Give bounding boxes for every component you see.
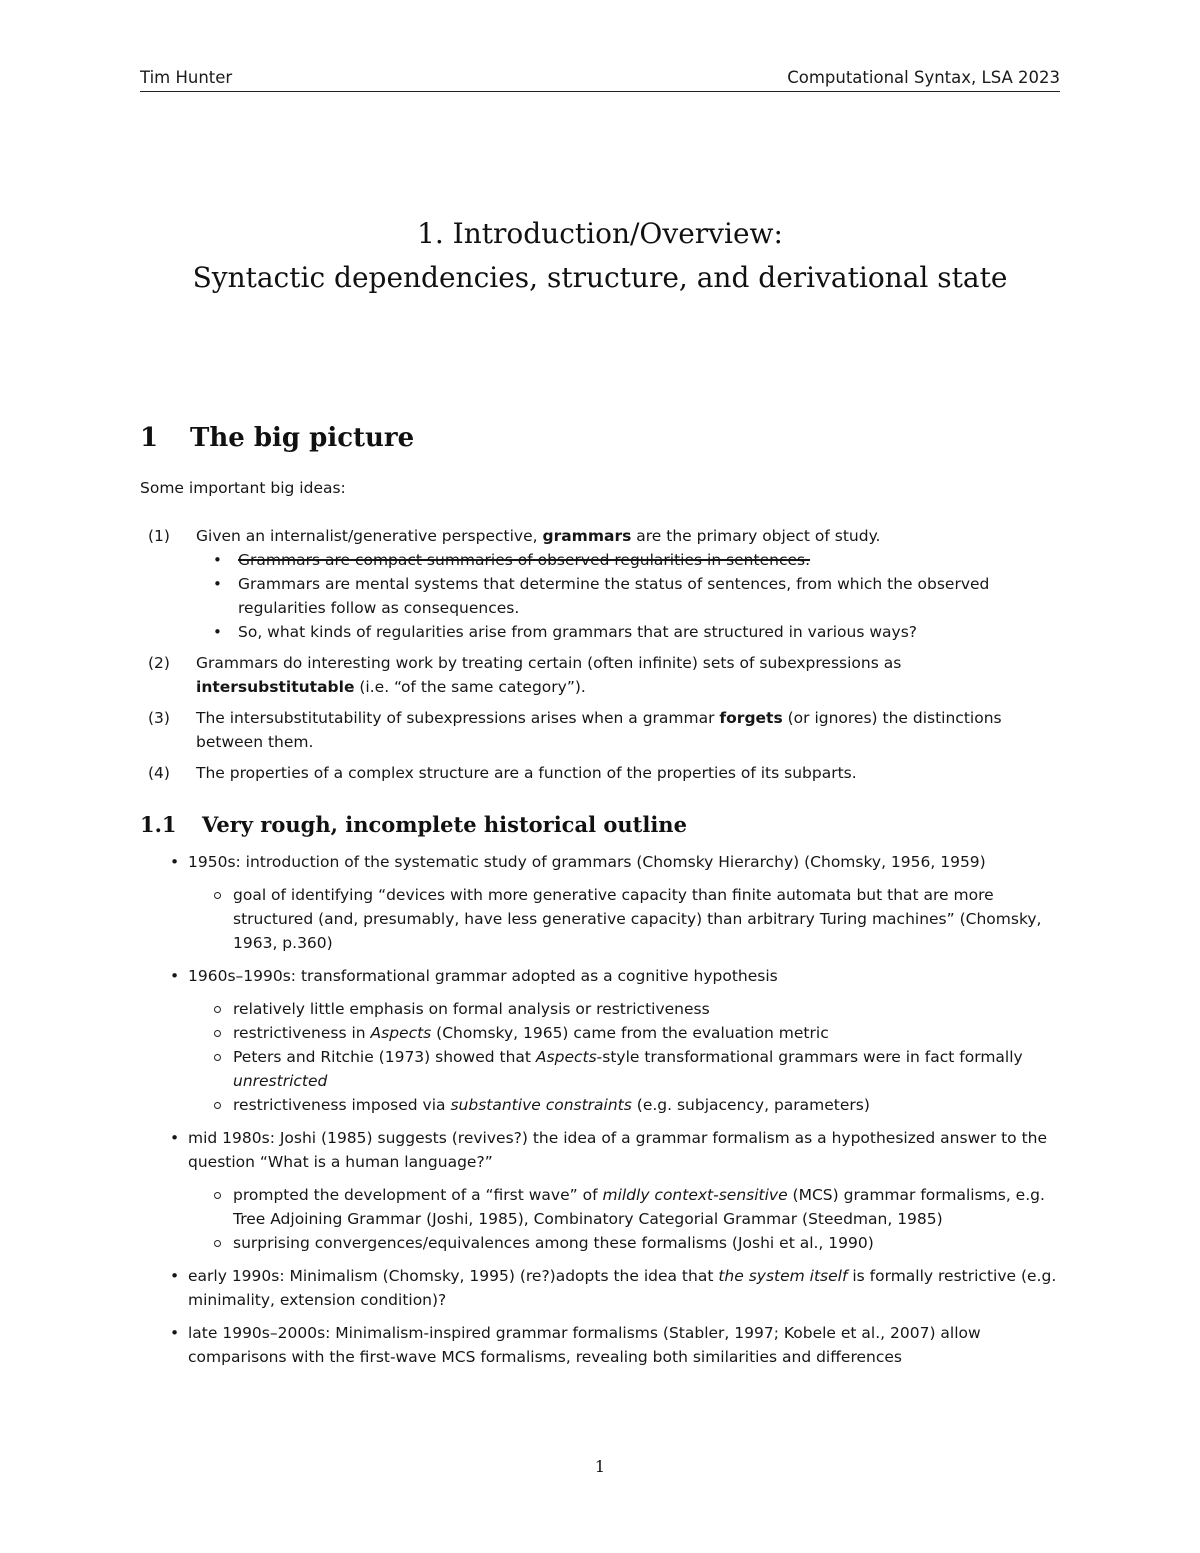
text-part: prompted the development of a “first wave” of <box>233 1186 603 1204</box>
text-part: (MCS) grammar formalisms, e.g. Tree Adjoining Grammar (Joshi, 1985), Combinatory Categorial Grammar (Steedman, 1985) <box>233 1186 1045 1228</box>
historical-outline-list <box>140 850 1060 1378</box>
item-text <box>196 524 1060 548</box>
outline-subitem <box>188 1021 1060 1045</box>
section-number: 1.1 <box>140 812 177 837</box>
outline-item <box>140 850 1060 955</box>
emphasis: Aspects <box>535 1048 597 1066</box>
section-title: Very rough, incomplete historical outline <box>202 812 687 837</box>
text-part: restrictiveness imposed via <box>233 1096 451 1114</box>
sub-bullet-struck: • Grammars are compact summaries of observed regularities in sentences. <box>196 548 1060 572</box>
text-part: restrictiveness in <box>233 1024 371 1042</box>
emphasis: substantive constraints <box>450 1096 632 1114</box>
big-idea-item <box>140 524 1060 644</box>
sub-bullet: • So, what kinds of regularities arise from grammars that are structured in various ways? <box>196 620 1060 644</box>
keyword: intersubstitutable <box>196 678 355 696</box>
outline-item-text: • mid 1980s: Joshi (1985) suggests (revives?) the idea of a grammar formalism as a hypothesized answer to the question “What is a human language?” <box>188 1129 1048 1171</box>
text-part: (e.g. subjacency, parameters) <box>631 1096 870 1114</box>
emphasis: unrestricted <box>233 1072 328 1090</box>
text-part: -style transformational grammars were in fact formally <box>596 1048 1023 1066</box>
text-part: early 1990s: Minimalism (Chomsky, 1995) (re?)adopts the idea that <box>188 1267 719 1285</box>
outline-item <box>140 964 1060 1117</box>
title-line-2: Syntactic dependencies, structure, and derivational state <box>192 261 1008 294</box>
sub-bullet-list <box>196 548 1060 644</box>
header-author: Tim Hunter <box>140 68 233 87</box>
text-part: is formally restrictive (e.g. minimality, extension condition)? <box>188 1267 1057 1309</box>
outline-item <box>140 1126 1060 1255</box>
document-title <box>140 212 1060 300</box>
section-heading-1-1 <box>140 812 687 837</box>
section-title: The big picture <box>190 423 415 453</box>
outline-item-text: • 1950s: introduction of the systematic study of grammars (Chomsky Hierarchy) (Chomsky, 1956, 1959) <box>188 853 986 871</box>
outline-item-text <box>188 1264 1060 1312</box>
emphasis: mildly context-sensitive <box>602 1186 788 1204</box>
item-text: The properties of a complex structure are a function of the properties of its subparts. <box>196 764 857 782</box>
outline-sublist <box>188 997 1060 1117</box>
outline-subitem: surprising convergences/equivalences among these formalisms (Joshi et al., 1990) <box>188 1231 1060 1255</box>
outline-item-text: • late 1990s–2000s: Minimalism-inspired grammar formalisms (Stabler, 1997; Kobele et al., 2007) allow comparisons with the first-wave MCS formalisms, revealing both similarities and differences <box>188 1324 981 1366</box>
item-text <box>196 706 1060 754</box>
item-text-part: (i.e. “of the same category”). <box>354 678 586 696</box>
item-label: (2) <box>148 654 170 672</box>
header-rule <box>140 91 1060 92</box>
outline-subitem <box>188 1045 1060 1093</box>
outline-item-text: • 1960s–1990s: transformational grammar adopted as a cognitive hypothesis <box>188 967 778 985</box>
keyword: grammars <box>542 527 632 545</box>
big-ideas-list <box>140 524 1060 792</box>
outline-subitem <box>188 1183 1060 1231</box>
sub-bullet: • Grammars are mental systems that determine the status of sentences, from which the observed regularities follow as consequences. <box>196 572 1060 620</box>
text-part: Peters and Ritchie (1973) showed that <box>233 1048 536 1066</box>
intro-text: Some important big ideas: <box>140 479 346 497</box>
outline-subitem <box>188 1093 1060 1117</box>
emphasis: Aspects <box>370 1024 432 1042</box>
outline-sublist <box>188 883 1060 955</box>
item-text-part: are the primary object of study. <box>631 527 881 545</box>
item-text <box>196 651 1060 699</box>
text-part: (Chomsky, 1965) came from the evaluation metric <box>431 1024 829 1042</box>
outline-subitem: goal of identifying “devices with more generative capacity than finite automata but that are more structured (and, presumably, have less generative capacity) than arbitrary Turing machines” (Chomsky, 1963, p.360) <box>188 883 1060 955</box>
outline-subitem: relatively little emphasis on formal analysis or restrictiveness <box>188 997 1060 1021</box>
item-text-part: Grammars do interesting work by treating certain (often infinite) sets of subexpressions as <box>196 654 902 672</box>
item-text-part: (or ignores) the distinctions between them. <box>196 709 1002 751</box>
section-heading-1 <box>140 423 414 453</box>
item-label: (4) <box>148 764 170 782</box>
big-idea-item <box>140 706 1060 754</box>
emphasis: the system itself <box>718 1267 848 1285</box>
big-idea-item <box>140 651 1060 699</box>
header-course: Computational Syntax, LSA 2023 <box>787 68 1060 87</box>
big-idea-item <box>140 761 1060 785</box>
keyword: forgets <box>719 709 783 727</box>
outline-sublist <box>188 1183 1060 1255</box>
title-line-1: 1. Introduction/Overview: <box>417 217 783 250</box>
outline-item <box>140 1264 1060 1312</box>
item-label: (1) <box>148 527 170 545</box>
outline-item <box>140 1321 1060 1369</box>
item-text-part: Given an internalist/generative perspective, <box>196 527 543 545</box>
item-text-part: The intersubstitutability of subexpressions arises when a grammar <box>196 709 720 727</box>
section-number: 1 <box>140 423 159 453</box>
page-number: 1 <box>594 1457 606 1476</box>
item-label: (3) <box>148 709 170 727</box>
